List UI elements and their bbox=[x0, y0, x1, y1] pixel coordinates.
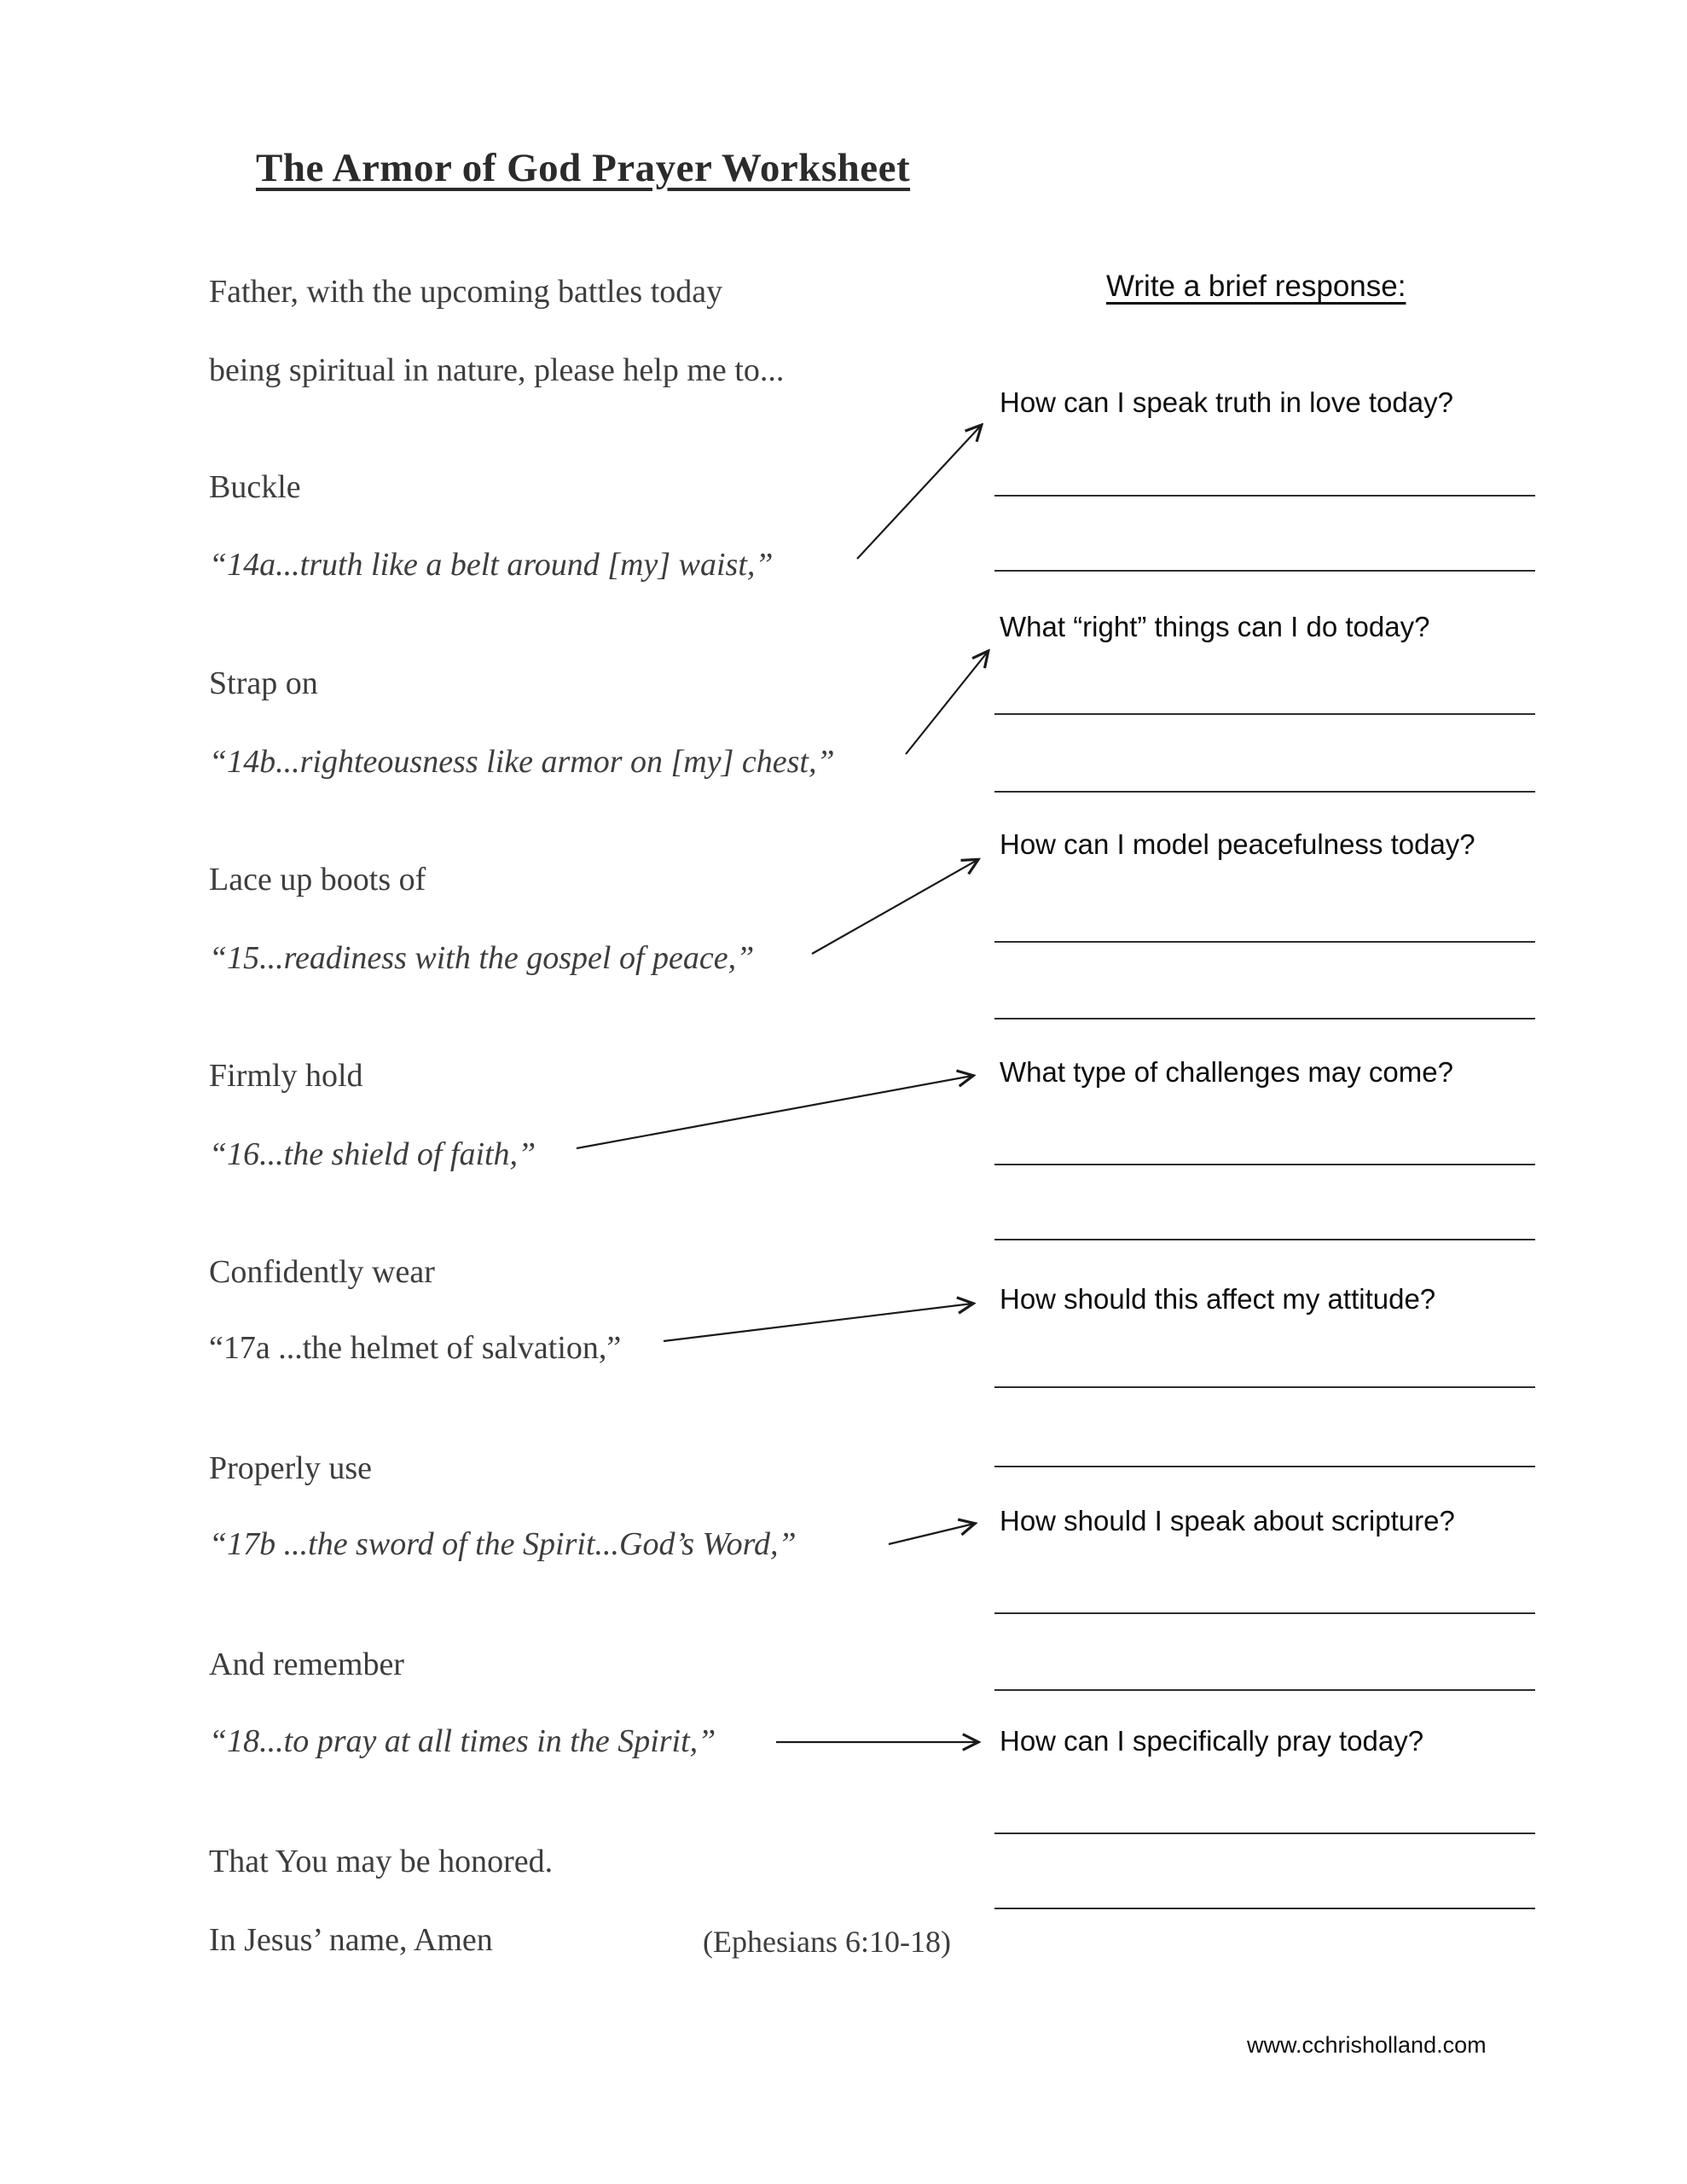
response-question-5: How should this affect my attitude? bbox=[1000, 1283, 1436, 1315]
response-line bbox=[994, 941, 1535, 943]
website-url: www.cchrisholland.com bbox=[1247, 2032, 1487, 2058]
arrow-boots-to-question bbox=[812, 860, 977, 954]
response-question-7: How can I specifically pray today? bbox=[1000, 1725, 1424, 1757]
response-question-3: How can I model peacefulness today? bbox=[1000, 828, 1475, 860]
arrow-sword-to-question bbox=[889, 1524, 974, 1544]
response-line bbox=[994, 1612, 1535, 1614]
scripture-quote-14a: “14a...truth like a belt around [my] waist,” bbox=[209, 547, 774, 583]
response-line bbox=[994, 1833, 1535, 1834]
response-column-header: Write a brief response: bbox=[1106, 270, 1406, 303]
response-question-6: How should I speak about scripture? bbox=[1000, 1505, 1455, 1536]
response-question-4: What type of challenges may come? bbox=[1000, 1056, 1453, 1088]
response-line bbox=[994, 1164, 1535, 1165]
response-line bbox=[994, 570, 1535, 572]
response-line bbox=[994, 1689, 1535, 1691]
armor-action-and-remember: And remember bbox=[209, 1647, 404, 1682]
page-title: The Armor of God Prayer Worksheet bbox=[256, 146, 911, 190]
response-line bbox=[994, 1908, 1535, 1909]
armor-action-buckle: Buckle bbox=[209, 469, 301, 505]
intro-line-1: Father, with the upcoming battles today bbox=[209, 274, 723, 310]
response-line bbox=[994, 1386, 1535, 1388]
arrow-helmet-to-question bbox=[664, 1304, 972, 1341]
scripture-quote-15: “15...readiness with the gospel of peace,” bbox=[209, 940, 755, 976]
response-line bbox=[994, 713, 1535, 715]
arrow-shield-to-question bbox=[577, 1076, 972, 1148]
response-question-1: How can I speak truth in love today? bbox=[1000, 386, 1453, 418]
response-line bbox=[994, 1466, 1535, 1467]
scripture-quote-18: “18...to pray at all times in the Spirit,” bbox=[209, 1723, 716, 1759]
armor-action-confidently-wear: Confidently wear bbox=[209, 1254, 435, 1290]
scripture-quote-16: “16...the shield of faith,” bbox=[209, 1136, 536, 1172]
armor-action-firmly-hold: Firmly hold bbox=[209, 1058, 363, 1094]
closing-line-1: That You may be honored. bbox=[209, 1844, 554, 1879]
response-line bbox=[994, 791, 1535, 793]
scripture-reference: (Ephesians 6:10-18) bbox=[703, 1925, 951, 1959]
response-question-2: What “right” things can I do today? bbox=[1000, 611, 1430, 642]
armor-action-properly-use: Properly use bbox=[209, 1450, 373, 1486]
scripture-quote-14b: “14b...righteousness like armor on [my] chest,” bbox=[209, 744, 835, 780]
response-line bbox=[994, 1018, 1535, 1019]
armor-action-strap-on: Strap on bbox=[209, 665, 318, 701]
response-line bbox=[994, 495, 1535, 497]
arrow-armor-to-question bbox=[906, 652, 988, 754]
arrow-belt-to-question bbox=[857, 426, 981, 559]
armor-action-lace-up: Lace up boots of bbox=[209, 862, 426, 897]
closing-line-2: In Jesus’ name, Amen bbox=[209, 1922, 493, 1958]
scripture-quote-17b: “17b ...the sword of the Spirit...God’s Word,” bbox=[209, 1526, 797, 1562]
scripture-quote-17a: “17a ...the helmet of salvation,” bbox=[209, 1330, 622, 1366]
response-line bbox=[994, 1239, 1535, 1240]
intro-line-2: being spiritual in nature, please help me to... bbox=[209, 352, 785, 388]
